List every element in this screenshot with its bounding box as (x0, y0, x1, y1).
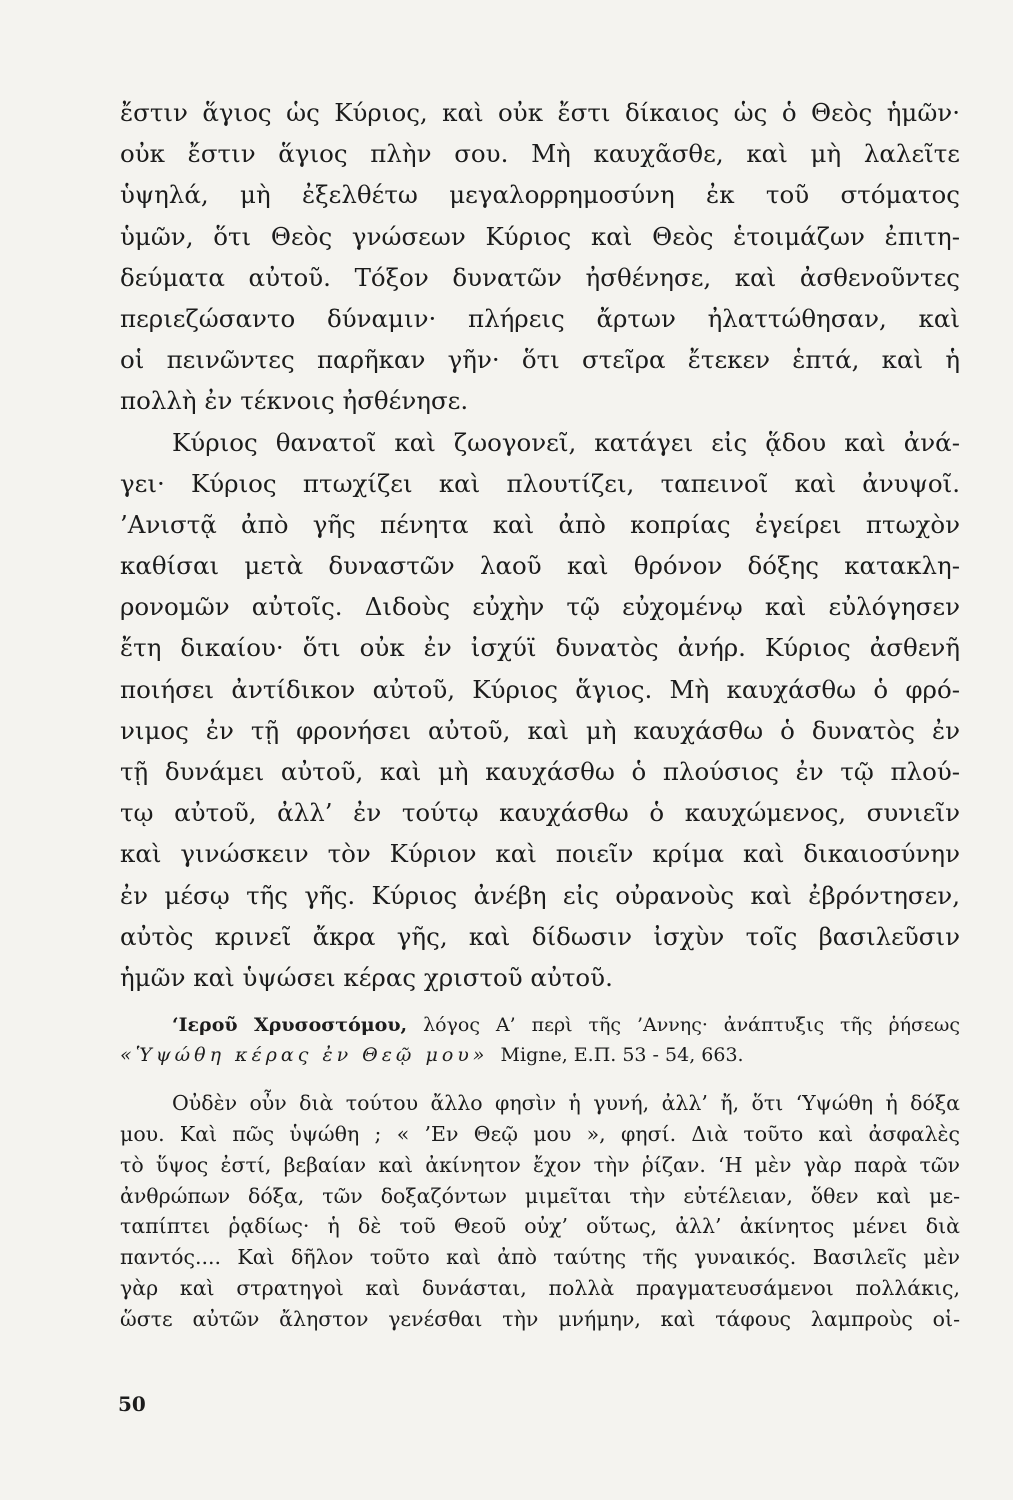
text-line: ἔτη δικαίου· ὅτι οὐκ ἐν ἰσχύϊ δυνατὸς ἀνήρ. Κύριος ἀσθενῆ (120, 633, 960, 663)
text-line: οὐκ ἔστιν ἅγιος πλὴν σου. Μὴ καυχᾶσθε, καὶ μὴ λαλεῖτε (120, 139, 960, 169)
text-line: τῇ δυνάμει αὐτοῦ, καὶ μὴ καυχάσθω ὁ πλούσιος ἐν τῷ πλού- (120, 757, 960, 786)
commentary-line: ἀνθρώπων δόξα, τῶν δοξαζόντων μιμεῖται τὴν εὐτέλειαν, ὅθεν καὶ με- (120, 1183, 960, 1208)
text-line: Κύριος θανατοῖ καὶ ζωογονεῖ, κατάγει εἰς ᾅδου καὶ ἀνά- (172, 427, 960, 457)
text-line: ἡμῶν καὶ ὑψώσει κέρας χριστοῦ αὐτοῦ. (120, 962, 613, 992)
text-line: ρονομῶν αὐτοῖς. Διδοὺς εὐχὴν τῷ εὐχομένῳ καὶ εὐλόγησεν (120, 592, 960, 622)
commentary-line: γὰρ καὶ στρατηγοὶ καὶ δυνάσται, πολλὰ πραγματευσάμενοι πολλάκις, (120, 1275, 960, 1300)
citation-source: Migne, Ε.Π. 53 - 54, 663. (500, 1044, 744, 1067)
commentary-line: ταπίπτει ῥᾳδίως· ἡ δὲ τοῦ Θεοῦ οὐχ’ οὕτως, ἀλλ’ ἀκίνητος μένει διὰ (120, 1214, 960, 1239)
citation-title: λόγος Α’ περὶ τῆς ’Αννης· ἀνάπτυξις τῆς ῥήσεως (423, 1014, 961, 1037)
text-line: πολλὴ ἐν τέκνοις ἠσθένησε. (120, 386, 469, 416)
text-line: ἔστιν ἅγιος ὡς Κύριος, καὶ οὐκ ἔστι δίκαιος ὡς ὁ Θεὸς ἡμῶν· (120, 98, 960, 127)
commentary-line: τὸ ὕψος ἐστί, βεβαίαν καὶ ἀκίνητον ἔχον τὴν ῥίζαν. ‘Η μὲν γὰρ παρὰ τῶν (120, 1152, 960, 1177)
text-line: καθίσαι μετὰ δυναστῶν λαοῦ καὶ θρόνον δόξης κατακλη- (120, 551, 960, 581)
text-line: γει· Κύριος πτωχίζει καὶ πλουτίζει, ταπεινοῖ καὶ ἀνυψοῖ. (120, 468, 960, 498)
citation (120, 1010, 960, 1070)
text-line: τῳ αὐτοῦ, ἀλλ’ ἐν τούτῳ καυχάσθω ὁ καυχώμενος, συνιεῖν (120, 798, 960, 828)
commentary-line: μου. Καὶ πῶς ὑψώθη ; « ’Εν Θεῷ μου », φησί. Διὰ τοῦτο καὶ ἀσφαλὲς (120, 1121, 960, 1146)
commentary (120, 1088, 960, 1334)
citation-author: ‘Ιεροῦ Χρυσοστόμου, (172, 1014, 408, 1037)
citation-quote: «Ὑψώθη κέρας ἐν Θεῷ μου» (120, 1044, 489, 1067)
commentary-line: παντός.... Καὶ δῆλον τοῦτο καὶ ἀπὸ ταύτης τῆς γυναικός. Βασιλεῖς μὲν (120, 1245, 960, 1270)
citation-line (120, 1040, 960, 1070)
text-line: ὑψηλά, μὴ ἐξελθέτω μεγαλορρημοσύνη ἐκ τοῦ στόματος (120, 180, 960, 210)
text-line: αὐτὸς κρινεῖ ἄκρα γῆς, καὶ δίδωσιν ἰσχὺν τοῖς βασιλεῦσιν (120, 921, 960, 951)
text-line: ’Ανιστᾷ ἀπὸ γῆς πένητα καὶ ἀπὸ κοπρίας ἐγείρει πτωχὸν (120, 509, 960, 539)
text-line: ποιήσει ἀντίδικον αὐτοῦ, Κύριος ἅγιος. Μὴ καυχάσθω ὁ φρό- (120, 674, 960, 704)
text-line: οἱ πεινῶντες παρῆκαν γῆν· ὅτι στεῖρα ἔτεκεν ἑπτά, καὶ ἡ (120, 345, 960, 375)
text-line: δεύματα αὐτοῦ. Τόξον δυνατῶν ἠσθένησε, καὶ ἀσθενοῦντες (120, 262, 960, 292)
text-line: περιεζώσαντο δύναμιν· πλήρεις ἄρτων ἠλαττώθησαν, καὶ (120, 303, 960, 333)
text-line: ἐν μέσῳ τῆς γῆς. Κύριος ἀνέβη εἰς οὐρανοὺς καὶ ἐβρόντησεν, (120, 880, 960, 910)
page-number: 50 (118, 1392, 146, 1416)
text-line: νιμος ἐν τῇ φρονήσει αὐτοῦ, καὶ μὴ καυχάσθω ὁ δυνατὸς ἐν (120, 715, 960, 745)
citation-line (120, 1010, 960, 1040)
scripture-passage (120, 92, 960, 998)
text-line: ὑμῶν, ὅτι Θεὸς γνώσεων Κύριος καὶ Θεὸς ἑτοιμάζων ἐπιτη- (120, 221, 960, 251)
commentary-line: Οὐδὲν οὖν διὰ τούτου ἄλλο φησὶν ἡ γυνή, ἀλλ’ ἤ, ὅτι ‘Υψώθη ἡ δόξα (172, 1091, 960, 1116)
text-line: καὶ γινώσκειν τὸν Κύριον καὶ ποιεῖν κρίμα καὶ δικαιοσύνην (120, 839, 960, 869)
commentary-line: ὥστε αὐτῶν ἄληστον γενέσθαι τὴν μνήμην, καὶ τάφους λαμπροὺς οἱ- (120, 1306, 960, 1331)
page-body (120, 92, 960, 1335)
